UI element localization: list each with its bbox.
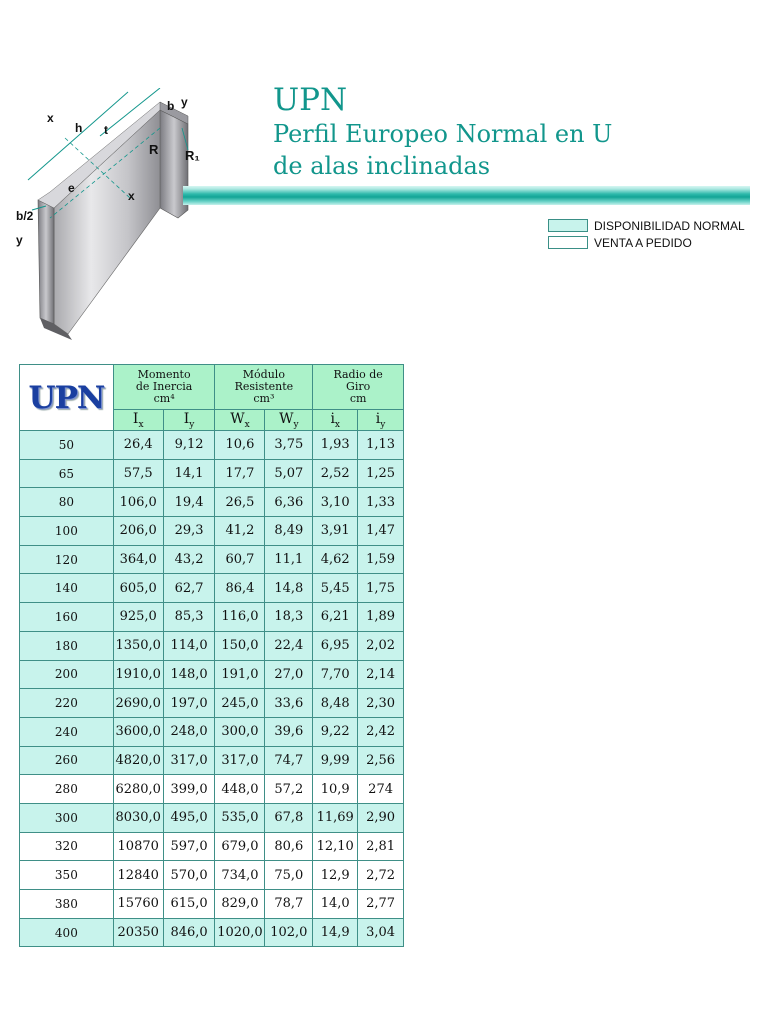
table-cell: 4,62 [313, 545, 358, 574]
subheader-cell: $W_x$ [215, 410, 265, 431]
table-cell: 1,93 [313, 431, 358, 460]
profile-size-cell: 350 [20, 861, 114, 890]
table-cell: 12,9 [313, 861, 358, 890]
label-r: R [149, 142, 159, 157]
table-row [20, 545, 404, 574]
upn-properties-table [19, 364, 404, 947]
table-cell: 364,0 [113, 545, 163, 574]
table-cell: 495,0 [163, 803, 215, 832]
upn-profile-diagram [10, 88, 215, 350]
table-cell: 12,10 [313, 832, 358, 861]
table-row [20, 717, 404, 746]
table-cell: 17,7 [215, 459, 265, 488]
table-cell: 191,0 [215, 660, 265, 689]
subheader-cell: $I_y$ [163, 410, 215, 431]
page-subtitle-line2: de alas inclinadas [273, 152, 491, 180]
table-cell: 102,0 [265, 918, 313, 947]
table-cell: 15760 [113, 890, 163, 919]
label-y-bottom: y [16, 233, 23, 247]
table-cell: 57,2 [265, 775, 313, 804]
legend-item-order [548, 234, 745, 251]
title-block [273, 82, 612, 182]
table-cell: 5,07 [265, 459, 313, 488]
table-cell: 75,0 [265, 861, 313, 890]
table-cell: 148,0 [163, 660, 215, 689]
table-cell: 2,72 [358, 861, 404, 890]
table-row [20, 803, 404, 832]
subheader-cell: $W_y$ [265, 410, 313, 431]
page-title: UPN [273, 82, 348, 118]
table-cell: 274 [358, 775, 404, 804]
header-radio-giro: Radio de Giro cm [313, 365, 404, 410]
table-cell: 3,75 [265, 431, 313, 460]
header-momento-inercia: Momento de Inercia cm⁴ [113, 365, 215, 410]
table-cell: 26,5 [215, 488, 265, 517]
profile-size-cell: 140 [20, 574, 114, 603]
table-cell: 570,0 [163, 861, 215, 890]
label-x-top: x [47, 111, 54, 125]
profile-size-cell: 200 [20, 660, 114, 689]
legend-label-normal: DISPONIBILIDAD NORMAL [594, 218, 745, 233]
table-cell: 300,0 [215, 717, 265, 746]
table-cell: 1,25 [358, 459, 404, 488]
table-cell: 1,13 [358, 431, 404, 460]
table-cell: 1,89 [358, 603, 404, 632]
profile-size-cell: 120 [20, 545, 114, 574]
table-cell: 10,6 [215, 431, 265, 460]
table-cell: 3600,0 [113, 717, 163, 746]
table-cell: 150,0 [215, 631, 265, 660]
table-cell: 6280,0 [113, 775, 163, 804]
table-cell: 12840 [113, 861, 163, 890]
label-y-top: y [181, 95, 188, 109]
table-cell: 7,70 [313, 660, 358, 689]
table-cell: 86,4 [215, 574, 265, 603]
table-cell: 399,0 [163, 775, 215, 804]
table-cell: 734,0 [215, 861, 265, 890]
label-h: h [75, 121, 83, 135]
page-subtitle-line1: Perfil Europeo Normal en U [273, 120, 613, 148]
table-row [20, 660, 404, 689]
profile-size-cell: 280 [20, 775, 114, 804]
label-e: e [68, 181, 75, 195]
profile-size-cell: 160 [20, 603, 114, 632]
table-cell: 116,0 [215, 603, 265, 632]
table-cell: 26,4 [113, 431, 163, 460]
table-cell: 597,0 [163, 832, 215, 861]
table-row [20, 890, 404, 919]
label-x-bottom: x [128, 189, 135, 203]
table-cell: 19,4 [163, 488, 215, 517]
table-cell: 206,0 [113, 517, 163, 546]
table-cell: 14,0 [313, 890, 358, 919]
table-cell: 43,2 [163, 545, 215, 574]
table-cell: 2,81 [358, 832, 404, 861]
table-cell: 41,2 [215, 517, 265, 546]
table-cell: 5,45 [313, 574, 358, 603]
table-row [20, 631, 404, 660]
decorative-band [183, 186, 750, 205]
table-cell: 679,0 [215, 832, 265, 861]
table-cell: 615,0 [163, 890, 215, 919]
table-cell: 85,3 [163, 603, 215, 632]
table-cell: 2,14 [358, 660, 404, 689]
table-cell: 317,0 [215, 746, 265, 775]
table-row [20, 517, 404, 546]
table-cell: 39,6 [265, 717, 313, 746]
subheader-cell: $I_x$ [113, 410, 163, 431]
table-cell: 1,59 [358, 545, 404, 574]
table-row [20, 775, 404, 804]
profile-size-cell: 65 [20, 459, 114, 488]
table-cell: 27,0 [265, 660, 313, 689]
table-cell: 6,95 [313, 631, 358, 660]
profile-size-cell: 240 [20, 717, 114, 746]
profile-size-cell: 380 [20, 890, 114, 919]
table-cell: 925,0 [113, 603, 163, 632]
table-row [20, 459, 404, 488]
table-cell: 2,30 [358, 689, 404, 718]
table-cell: 2,02 [358, 631, 404, 660]
table-cell: 1350,0 [113, 631, 163, 660]
table-cell: 2,90 [358, 803, 404, 832]
label-b-half: b/2 [16, 209, 34, 223]
table-row [20, 488, 404, 517]
table-cell: 9,22 [313, 717, 358, 746]
table-cell: 10870 [113, 832, 163, 861]
profile-size-cell: 220 [20, 689, 114, 718]
table-cell: 62,7 [163, 574, 215, 603]
table-cell: 245,0 [215, 689, 265, 718]
table-cell: 2,42 [358, 717, 404, 746]
table-cell: 3,91 [313, 517, 358, 546]
table-cell: 2,77 [358, 890, 404, 919]
legend-item-normal [548, 217, 745, 234]
label-t: t [104, 123, 108, 137]
table-row [20, 918, 404, 947]
legend [548, 217, 745, 251]
subheader-cell: $i_y$ [358, 410, 404, 431]
table-cell: 14,8 [265, 574, 313, 603]
table-cell: 9,12 [163, 431, 215, 460]
table-cell: 11,1 [265, 545, 313, 574]
table-cell: 74,7 [265, 746, 313, 775]
table-cell: 1,33 [358, 488, 404, 517]
profile-size-cell: 260 [20, 746, 114, 775]
table-cell: 11,69 [313, 803, 358, 832]
table-row [20, 689, 404, 718]
table-cell: 448,0 [215, 775, 265, 804]
table-cell: 22,4 [265, 631, 313, 660]
table-row [20, 431, 404, 460]
table-cell: 1,75 [358, 574, 404, 603]
table-cell: 197,0 [163, 689, 215, 718]
table-cell: 4820,0 [113, 746, 163, 775]
table-cell: 29,3 [163, 517, 215, 546]
table-cell: 846,0 [163, 918, 215, 947]
table-row [20, 861, 404, 890]
table-cell: 2,52 [313, 459, 358, 488]
table-cell: 78,7 [265, 890, 313, 919]
legend-label-order: VENTA A PEDIDO [594, 235, 692, 250]
profile-size-cell: 80 [20, 488, 114, 517]
table-cell: 2690,0 [113, 689, 163, 718]
table-row [20, 603, 404, 632]
profile-size-cell: 320 [20, 832, 114, 861]
table-cell: 1020,0 [215, 918, 265, 947]
table-cell: 6,36 [265, 488, 313, 517]
table-cell: 10,9 [313, 775, 358, 804]
table-cell: 8,48 [313, 689, 358, 718]
legend-swatch-normal [548, 219, 588, 232]
table-corner-label: UPN [20, 365, 114, 431]
table-cell: 1,47 [358, 517, 404, 546]
label-b: b [167, 99, 175, 113]
profile-size-cell: 300 [20, 803, 114, 832]
profile-size-cell: 100 [20, 517, 114, 546]
table-cell: 60,7 [215, 545, 265, 574]
table-cell: 248,0 [163, 717, 215, 746]
table-cell: 3,04 [358, 918, 404, 947]
table-cell: 14,9 [313, 918, 358, 947]
table-cell: 8,49 [265, 517, 313, 546]
table-cell: 20350 [113, 918, 163, 947]
label-r1: R₁ [185, 148, 200, 163]
table-cell: 535,0 [215, 803, 265, 832]
table-cell: 18,3 [265, 603, 313, 632]
table-cell: 80,6 [265, 832, 313, 861]
table-cell: 829,0 [215, 890, 265, 919]
table-cell: 3,10 [313, 488, 358, 517]
legend-swatch-order [548, 236, 588, 249]
table-cell: 106,0 [113, 488, 163, 517]
table-cell: 605,0 [113, 574, 163, 603]
table-row [20, 832, 404, 861]
profile-size-cell: 400 [20, 918, 114, 947]
table-cell: 1910,0 [113, 660, 163, 689]
table-cell: 14,1 [163, 459, 215, 488]
table-cell: 33,6 [265, 689, 313, 718]
table-row [20, 746, 404, 775]
table-cell: 6,21 [313, 603, 358, 632]
table-cell: 9,99 [313, 746, 358, 775]
header-modulo-resistente: Módulo Resistente cm³ [215, 365, 313, 410]
table-cell: 317,0 [163, 746, 215, 775]
table-row [20, 574, 404, 603]
table-cell: 8030,0 [113, 803, 163, 832]
profile-size-cell: 180 [20, 631, 114, 660]
table-cell: 114,0 [163, 631, 215, 660]
table-cell: 67,8 [265, 803, 313, 832]
table-cell: 57,5 [113, 459, 163, 488]
left-flange [38, 200, 54, 324]
profile-size-cell: 50 [20, 431, 114, 460]
subheader-cell: $i_x$ [313, 410, 358, 431]
table-cell: 2,56 [358, 746, 404, 775]
